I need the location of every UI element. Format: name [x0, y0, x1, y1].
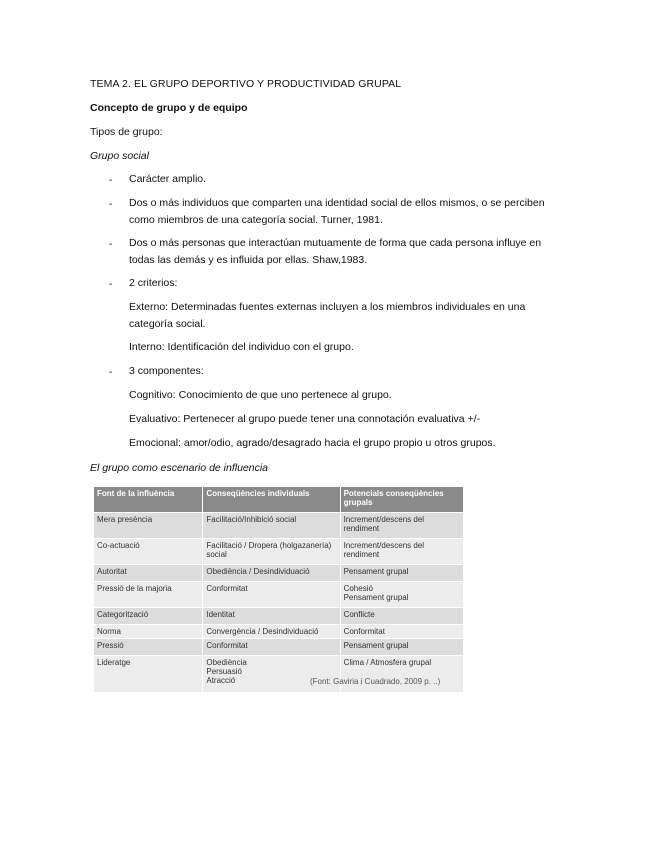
cell-line: Facilitació/Inhibició social [206, 515, 297, 524]
table-source-fragment [310, 677, 465, 688]
table-cell-individual [203, 512, 340, 538]
table-cell-group [341, 607, 463, 624]
component-emotional: Emocional: amor/odio, agrado/desagrado hacia el grupo propio u otros grupos. [129, 437, 496, 449]
table-row [94, 581, 463, 607]
table-cell-group [341, 538, 463, 564]
component-evaluative: Evaluativo: Pertenecer al grupo puede tener una connotación evaluativa +/- [129, 413, 481, 425]
cell-line: Persuasió [206, 667, 242, 676]
section-heading: Concepto de grupo y de equipo [90, 102, 248, 114]
cell-line: Increment/descens del rendiment [343, 541, 425, 559]
cell-line: Obediència / Desindividuació [206, 567, 310, 576]
table-cell-individual [203, 581, 340, 607]
bullet-marker: - [109, 174, 113, 186]
bullet-marker: - [109, 198, 113, 210]
bullet-item: 2 criterios: [129, 277, 178, 289]
social-group-heading: Grupo social [90, 150, 149, 162]
table-cell-source: Categorització [94, 607, 203, 624]
table-cell-source: Lideratge [94, 655, 203, 692]
cell-line: Identitat [206, 610, 235, 619]
influence-table [94, 487, 463, 692]
table-cell-group [341, 512, 463, 538]
component-cognitive: Cognitivo: Conocimiento de que uno pertenece al grupo. [129, 389, 392, 401]
bullet-item: Dos o más individuos que comparten una identidad social de ellos mismos, o se perciben como miembros de una categoría social. Turner, 1981. [129, 197, 545, 226]
bullet-marker: - [109, 278, 113, 290]
table-cell-individual [203, 538, 340, 564]
table-body [94, 512, 463, 692]
table-cell-group [341, 581, 463, 607]
cell-line: Convergència / Desindividuació [206, 627, 319, 636]
table-cell-individual [203, 638, 340, 655]
bullet-item: 3 componentes: [129, 365, 204, 377]
table-source-text: (Font: Gaviria i Cuadrado, 2009 p. ..) [310, 677, 441, 686]
table-header-row [94, 487, 463, 512]
cell-line: Conflicte [343, 610, 375, 619]
cell-line: Pensament grupal [343, 593, 409, 602]
cell-line: Atracció [206, 676, 236, 685]
table-cell-source: Autoritat [94, 564, 203, 581]
table-cell-source: Pressió [94, 638, 203, 655]
table-row [94, 564, 463, 581]
table-cell-group [341, 638, 463, 655]
table-cell-source: Norma [94, 624, 203, 638]
table-row [94, 638, 463, 655]
types-label: Tipos de grupo: [90, 126, 163, 138]
bullet-marker: - [109, 238, 113, 250]
table-header-source: Font de la influència [94, 487, 203, 512]
cell-line: Pensament grupal [343, 641, 409, 650]
table-cell-individual [203, 607, 340, 624]
table-header-group: Potencials conseqüències grupals [341, 487, 463, 512]
influence-heading: El grupo como escenario de influencia [90, 462, 269, 474]
cell-line: Conformitat [206, 584, 248, 593]
table-cell-group [341, 624, 463, 638]
cell-line: Conformitat [343, 627, 385, 636]
cell-line: Obediència [206, 658, 247, 667]
table-cell-source: Co-actuació [94, 538, 203, 564]
criterion-internal: Interno: Identificación del individuo con el grupo. [129, 341, 354, 353]
table-row [94, 512, 463, 538]
bullet-marker: - [109, 366, 113, 378]
table-cell-source: Mera presència [94, 512, 203, 538]
bullet-item: Dos o más personas que interactúan mutuamente de forma que cada persona influye en todas las demás y es influida por ellas. Shaw,1983. [129, 237, 542, 266]
cell-line: Pensament grupal [343, 567, 409, 576]
table-cell-group [341, 564, 463, 581]
table-cell-source: Pressió de la majoria [94, 581, 203, 607]
table-cell-individual [203, 624, 340, 638]
cell-line: Cohesió [343, 584, 373, 593]
cell-line: Clima / Atmosfera grupal [343, 658, 432, 667]
table-header-individual: Conseqüències individuals [203, 487, 340, 512]
table-row [94, 607, 463, 624]
cell-line: Increment/descens del rendiment [343, 515, 425, 533]
criterion-external: Externo: Determinadas fuentes externas incluyen a los miembros individuales en una categoría social. [129, 301, 526, 330]
table-row [94, 538, 463, 564]
table-cell-individual [203, 564, 340, 581]
cell-line: Conformitat [206, 641, 248, 650]
document-title: TEMA 2. EL GRUPO DEPORTIVO Y PRODUCTIVIDAD GRUPAL [90, 78, 402, 90]
influence-table-image [94, 487, 463, 692]
cell-line: Facilitació / Dropera (holgazanería) [206, 541, 332, 550]
table-row [94, 624, 463, 638]
cell-line: social [206, 550, 227, 559]
bullet-item: Carácter amplio. [129, 173, 207, 185]
